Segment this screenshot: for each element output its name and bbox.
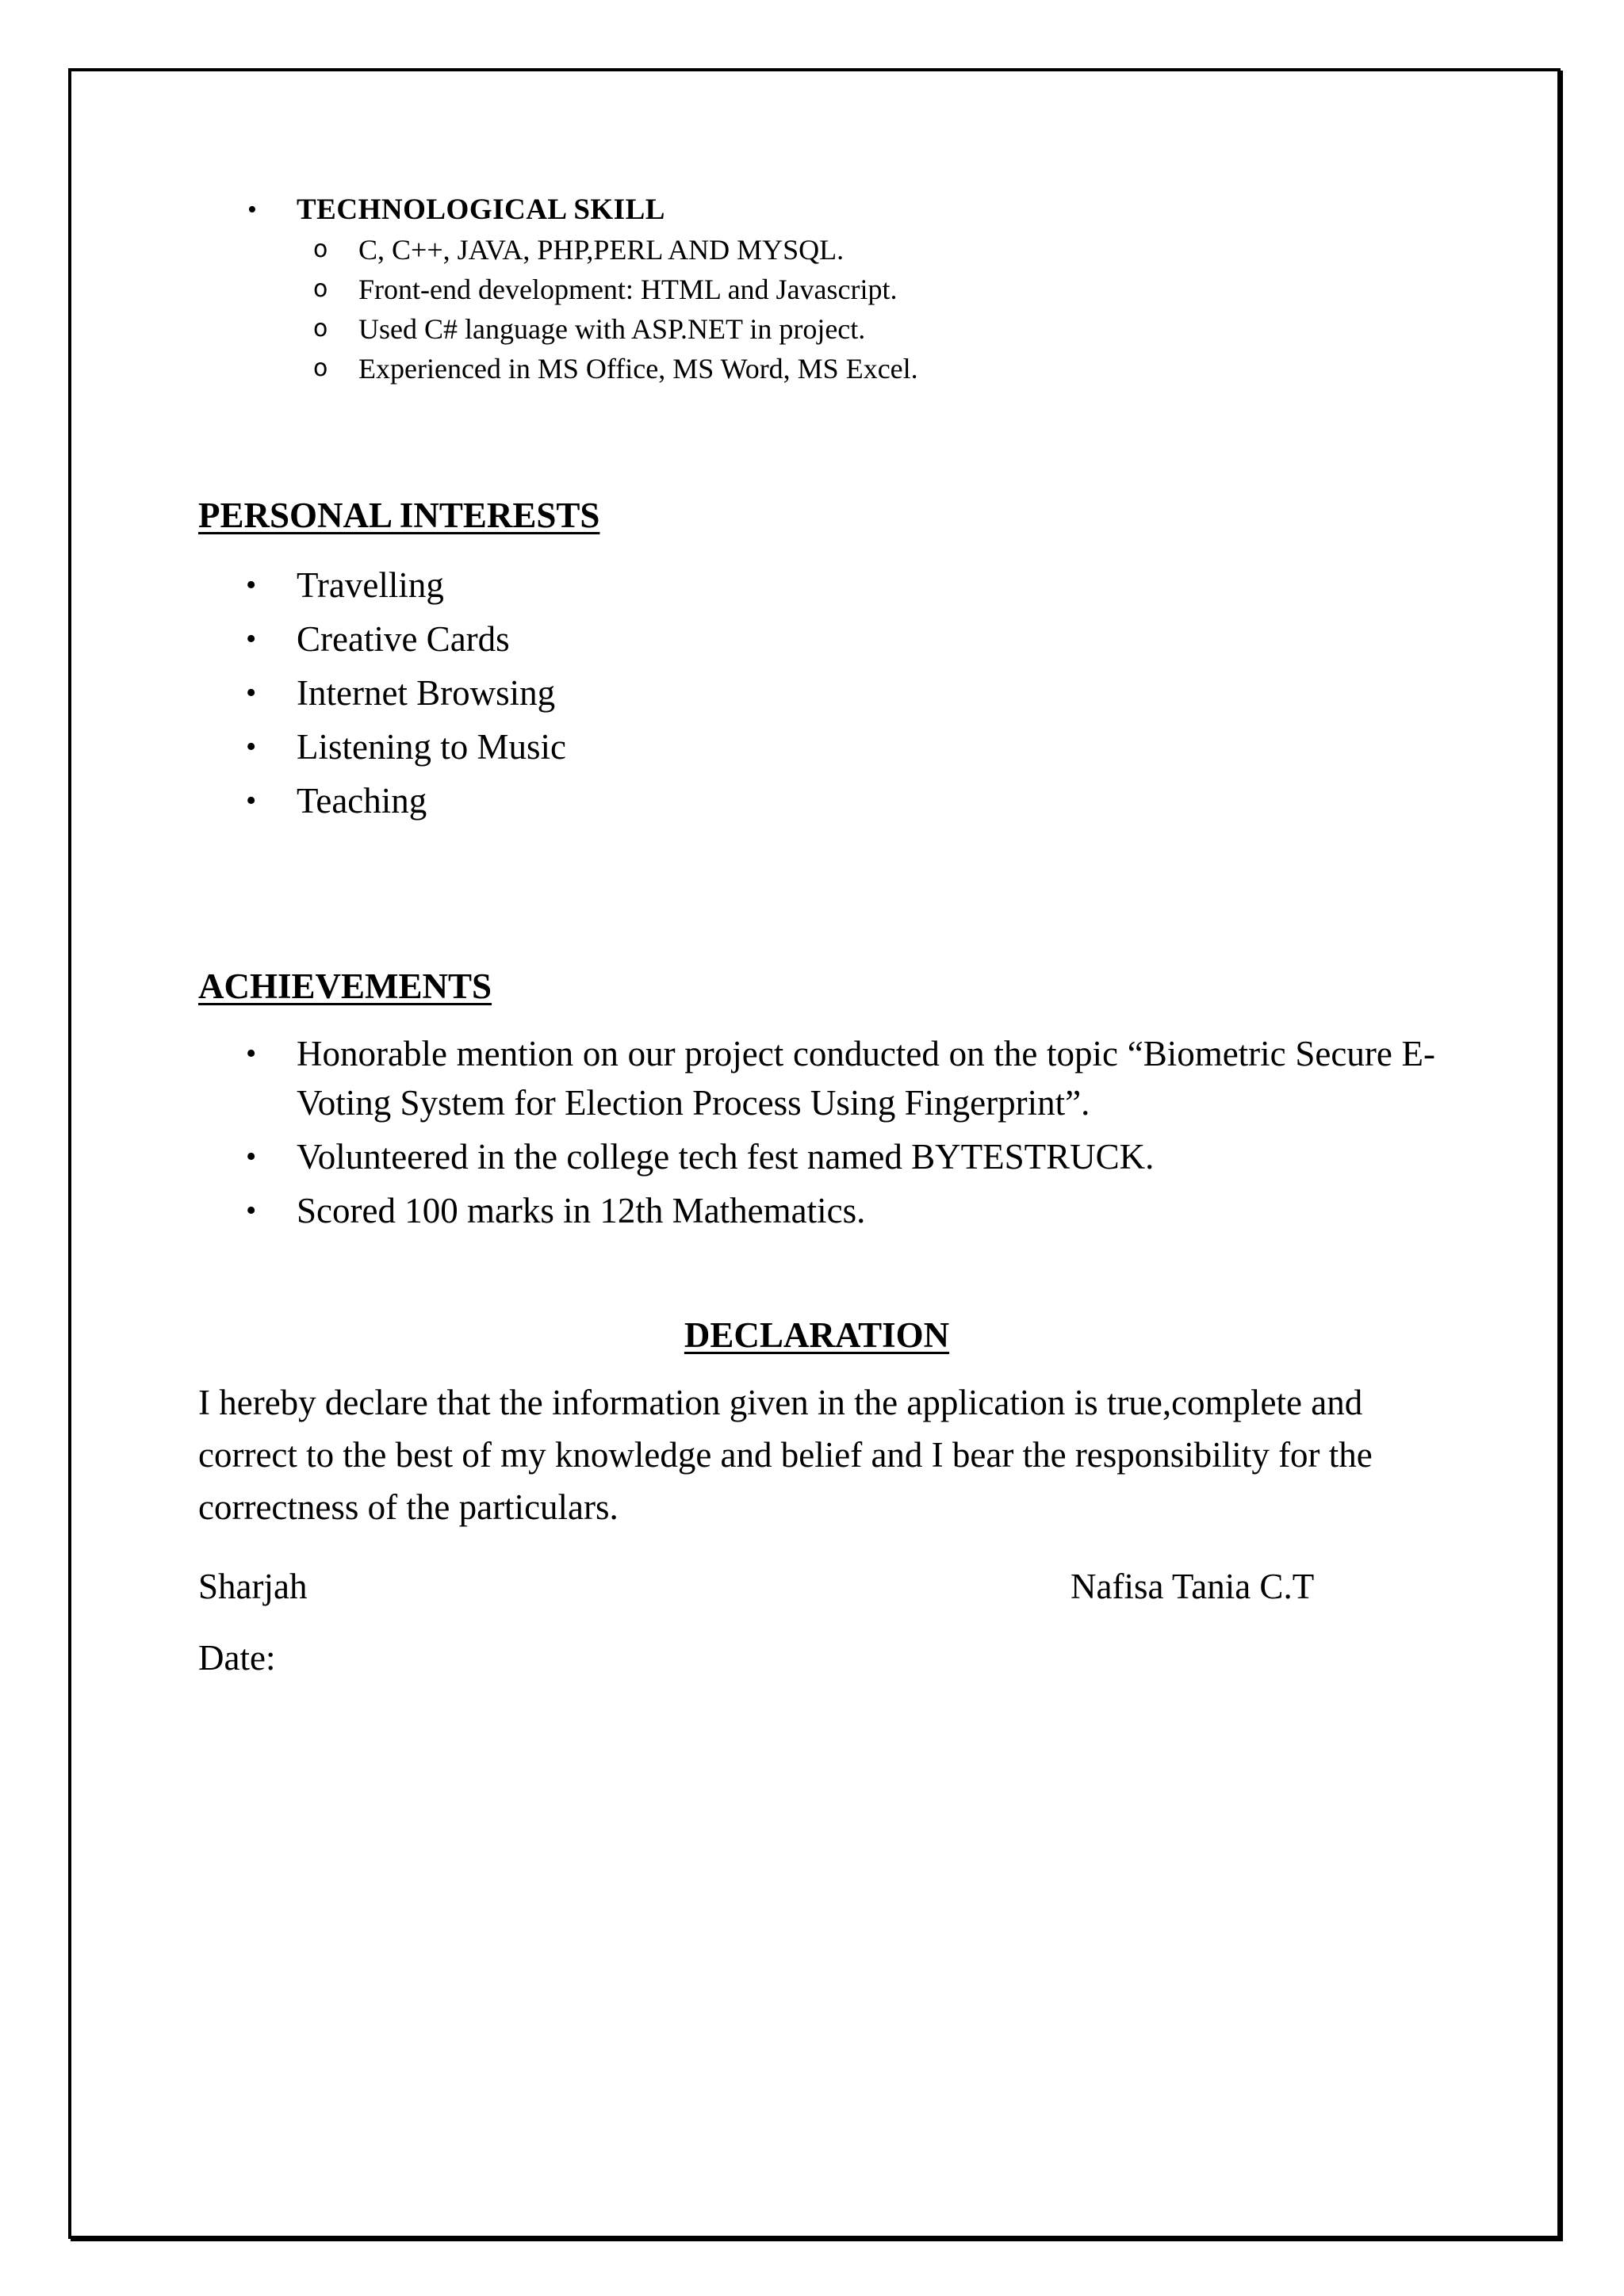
bullet-icon: • xyxy=(246,676,257,710)
declaration-text: I hereby declare that the information given in the application is true,complete and correct to the best of my knowledge and belief and I bear the responsibility for the correctness of the particulars. xyxy=(198,1383,1373,1527)
interest-text: Creative Cards xyxy=(297,619,510,659)
circle-bullet-icon: o xyxy=(313,354,328,382)
achievement-text: Scored 100 marks in 12th Mathematics. xyxy=(297,1191,866,1230)
achievements-list xyxy=(198,1029,1435,1235)
list-item xyxy=(246,230,1435,270)
bullet-icon: • xyxy=(246,1140,257,1173)
list-item xyxy=(198,1029,1435,1127)
skill-text: Front-end development: HTML and Javascript. xyxy=(358,274,898,305)
technological-skill-heading xyxy=(246,190,1435,230)
interest-text: Listening to Music xyxy=(297,727,566,767)
list-item xyxy=(246,349,1435,388)
list-item xyxy=(246,309,1435,349)
bullet-icon: • xyxy=(246,784,257,817)
circle-bullet-icon: o xyxy=(313,235,328,263)
circle-bullet-icon: o xyxy=(313,275,328,303)
achievements-heading: ACHIEVEMENTS xyxy=(198,966,492,1006)
list-item xyxy=(198,558,1435,612)
bullet-icon: • xyxy=(246,730,257,763)
interest-text: Teaching xyxy=(297,781,427,821)
personal-interests-list xyxy=(198,558,1435,828)
document-content xyxy=(198,190,1435,1684)
list-item xyxy=(198,1186,1435,1235)
personal-interests-heading: PERSONAL INTERESTS xyxy=(198,496,600,535)
technological-skill-list xyxy=(246,230,1435,388)
interest-text: Travelling xyxy=(297,565,444,605)
signature-row xyxy=(198,1560,1435,1613)
skill-text: Used C# language with ASP.NET in project. xyxy=(358,313,866,345)
bullet-icon: • xyxy=(246,1194,257,1227)
bullet-icon: • xyxy=(246,568,257,602)
technological-skill-title: TECHNOLOGICAL SKILL xyxy=(297,193,665,226)
circle-bullet-icon: o xyxy=(313,315,328,342)
skill-text: C, C++, JAVA, PHP,PERL AND MYSQL. xyxy=(358,234,845,266)
skill-text: Experienced in MS Office, MS Word, MS Excel. xyxy=(358,353,918,385)
list-item xyxy=(198,1132,1435,1181)
bullet-icon: • xyxy=(247,195,258,224)
signatory-name: Nafisa Tania C.T xyxy=(1071,1567,1315,1606)
date-label: Date: xyxy=(198,1638,276,1678)
interest-text: Internet Browsing xyxy=(297,673,556,713)
bullet-icon: • xyxy=(246,622,257,656)
technological-skill-section xyxy=(246,190,1435,388)
declaration-heading: DECLARATION xyxy=(684,1315,950,1355)
bullet-icon: • xyxy=(246,1037,257,1070)
place-text: Sharjah xyxy=(198,1567,308,1606)
list-item xyxy=(198,720,1435,774)
list-item xyxy=(198,774,1435,828)
achievement-text: Honorable mention on our project conducted on the topic “Biometric Secure E-Voting System for Election Process Using Fingerprint”. xyxy=(297,1034,1435,1123)
achievement-text: Volunteered in the college tech fest named BYTESTRUCK. xyxy=(297,1137,1155,1177)
list-item xyxy=(198,666,1435,720)
list-item xyxy=(246,270,1435,309)
list-item xyxy=(198,612,1435,666)
